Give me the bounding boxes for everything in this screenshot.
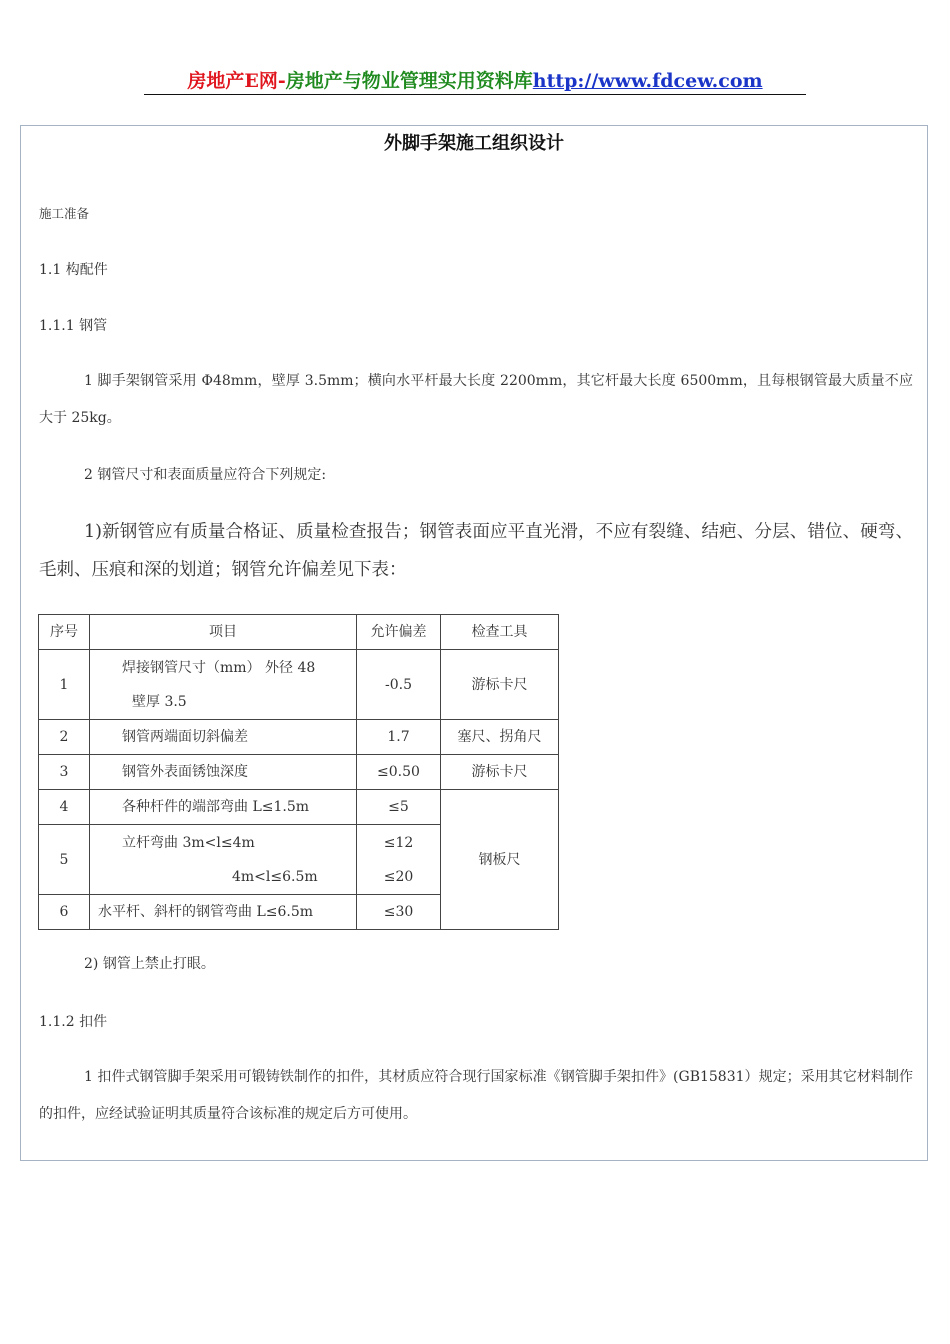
col-header-no: 序号 xyxy=(39,615,90,650)
row-tolerance-line: ≤20 xyxy=(383,868,414,885)
heading-1-1: 1.1 构配件 xyxy=(39,262,108,278)
document-title: 外脚手架施工组织设计 xyxy=(384,133,564,154)
row-tolerance xyxy=(357,825,441,895)
header-divider xyxy=(144,94,806,95)
table-row xyxy=(39,650,559,720)
brand-dash: - xyxy=(277,70,286,92)
row-tolerance: -0.5 xyxy=(357,650,441,720)
row-tolerance: 1.7 xyxy=(357,720,441,755)
table-row xyxy=(39,755,559,790)
table-row xyxy=(39,720,559,755)
row-no: 5 xyxy=(39,825,90,895)
col-header-tolerance: 允许偏差 xyxy=(357,615,441,650)
row-tool: 塞尺、拐角尺 xyxy=(441,720,559,755)
site-url-link[interactable]: http://www.fdcew.com xyxy=(532,70,763,92)
row-tolerance: ≤30 xyxy=(357,895,441,930)
paragraph-pipe-spec: 1 脚手架钢管采用 Φ48mm，壁厚 3.5mm；横向水平杆最大长度 2200mm，其它杆最大长度 6500mm，且每根钢管最大质量不应大于 25kg。 xyxy=(39,373,913,426)
heading-1-1-1: 1.1.1 钢管 xyxy=(39,318,108,334)
row-tolerance-line: ≤12 xyxy=(383,834,414,851)
paragraph-fastener-spec: 1 扣件式钢管脚手架采用可锻铸铁制作的扣件，其材质应符合现行国家标准《钢管脚手架扣件》(GB15831）规定；采用其它材料制作的扣件，应经试验证明其质量符合该标准的规定后方可使用。 xyxy=(39,1069,913,1122)
row-item xyxy=(90,825,357,895)
col-header-item: 项目 xyxy=(90,615,357,650)
row-no: 4 xyxy=(39,790,90,825)
row-item: 各种杆件的端部弯曲 L≤1.5m xyxy=(90,790,357,825)
section-prep-heading: 施工准备 xyxy=(39,206,90,221)
col-header-tool: 检查工具 xyxy=(441,615,559,650)
row-item-line: 焊接钢管尺寸（mm） 外径 48 xyxy=(122,659,316,676)
brand-name: 房地产E网 xyxy=(187,70,278,92)
row-item-line: 4m<l≤6.5m xyxy=(232,868,318,885)
row-item-line: 立杆弯曲 3m<l≤4m xyxy=(122,834,255,851)
paragraph-no-drilling: 2) 钢管上禁止打眼。 xyxy=(84,956,215,972)
row-item: 钢管外表面锈蚀深度 xyxy=(90,755,357,790)
paragraph-new-pipe-requirements: 1)新钢管应有质量合格证、质量检查报告；钢管表面应平直光滑，不应有裂缝、结疤、分层、错位、硬弯、毛刺、压痕和深的划道；钢管允许偏差见下表： xyxy=(39,522,913,580)
site-header xyxy=(0,64,950,98)
row-tool-merged: 钢板尺 xyxy=(441,790,559,930)
row-item: 钢管两端面切斜偏差 xyxy=(90,720,357,755)
brand-tagline: 房地产与物业管理实用资料库 xyxy=(285,70,533,92)
row-item: 水平杆、斜杆的钢管弯曲 L≤6.5m xyxy=(90,895,357,930)
row-no: 3 xyxy=(39,755,90,790)
row-tool: 游标卡尺 xyxy=(441,650,559,720)
row-item xyxy=(90,650,357,720)
paragraph-size-quality: 2 钢管尺寸和表面质量应符合下列规定: xyxy=(84,467,327,483)
row-no: 2 xyxy=(39,720,90,755)
row-tolerance: ≤5 xyxy=(357,790,441,825)
row-no: 1 xyxy=(39,650,90,720)
table-header-row xyxy=(39,615,559,650)
row-no: 6 xyxy=(39,895,90,930)
row-item-line: 壁厚 3.5 xyxy=(132,693,187,710)
row-tolerance: ≤0.50 xyxy=(357,755,441,790)
row-tool: 游标卡尺 xyxy=(441,755,559,790)
tolerance-table xyxy=(38,614,559,930)
table-row xyxy=(39,790,559,825)
heading-1-1-2: 1.1.2 扣件 xyxy=(39,1014,108,1030)
